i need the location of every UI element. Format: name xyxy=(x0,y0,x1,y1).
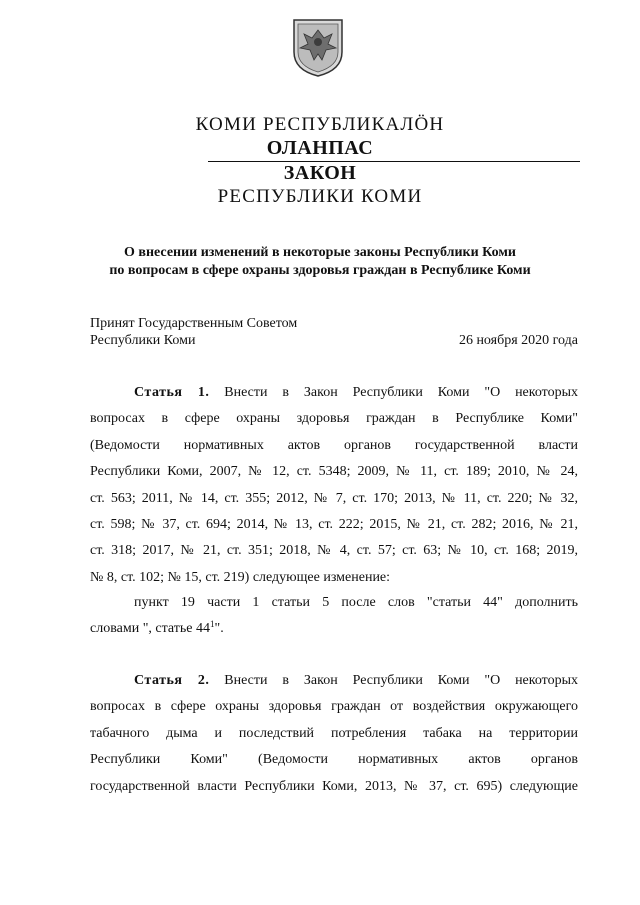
article-2-line: вопросах в сфере охраны здоровья граждан от воздействия окружающего xyxy=(90,699,578,715)
article-1-line: ст. 318; 2017, № 21, ст. 351; 2018, № 4, ст. 57; ст. 63; № 10, ст. 168; 2019, xyxy=(90,543,578,559)
superscript-index: 1 xyxy=(209,619,215,630)
adoption-line-2: Республики Коми xyxy=(90,333,196,348)
article-2-line: Статья 2. Внести в Закон Республики Коми "О некоторых xyxy=(134,673,579,688)
article-1-line: Статья 1. Внести в Закон Республики Коми "О некоторых xyxy=(134,385,579,400)
coat-of-arms-emblem xyxy=(292,18,344,78)
adoption-date: 26 ноября 2020 года xyxy=(458,333,578,348)
header-komi-title: КОМИ РЕСПУБЛИКАЛÖН xyxy=(195,114,445,135)
article-2-line: Республики Коми" (Ведомости нормативных актов органов xyxy=(90,752,578,768)
article-2-text xyxy=(90,668,578,800)
article-1-line: № 8, ст. 102; № 15, ст. 219) следующее изменение: xyxy=(90,569,391,585)
article-1-item-line: словами ", статье $44^1$". xyxy=(90,619,224,637)
header-republic: РЕСПУБЛИКИ КОМИ xyxy=(217,186,423,207)
article-1-text xyxy=(90,380,578,591)
article-2-line: государственной власти Республики Коми, 2013, № 37, ст. 695) следующие xyxy=(90,778,578,794)
header-olanpas: ОЛАНПАС xyxy=(266,137,374,159)
article-1-line: ст. 598; № 37, ст. 694; 2014, № 13, ст. 222; 2015, № 21, ст. 282; 2016, № 21, xyxy=(90,517,578,533)
article-1-line: ст. 563; 2011, № 14, ст. 355; 2012, № 7, ст. 170; 2013, № 11, ст. 220; № 32, xyxy=(90,490,578,506)
article-1-item xyxy=(90,590,578,643)
article-1-line: вопросах в сфере охраны здоровья граждан в Республике Коми" xyxy=(90,411,578,427)
article-2-label: Статья 2. xyxy=(134,673,210,688)
article-1-line: (Ведомости нормативных актов органов государственной власти xyxy=(90,437,578,453)
law-subject-line-2: по вопросам в сфере охраны здоровья граждан в Республике Коми xyxy=(109,263,531,278)
header-zakon: ЗАКОН xyxy=(283,162,357,184)
article-1-label: Статья 1. xyxy=(134,385,210,400)
article-1-item-line: пункт 19 части 1 статьи 5 после слов "статьи 44" дополнить xyxy=(134,595,578,610)
article-1-line: Республики Коми, 2007, № 12, ст. 5348; 2009, № 11, ст. 189; 2010, № 24, xyxy=(90,464,578,480)
adoption-line-1: Принят Государственным Советом xyxy=(90,316,298,331)
law-subject-line-1: О внесении изменений в некоторые законы Республики Коми xyxy=(124,245,516,260)
article-2-line: табачного дыма и последствий потребления табака на территории xyxy=(90,725,578,741)
